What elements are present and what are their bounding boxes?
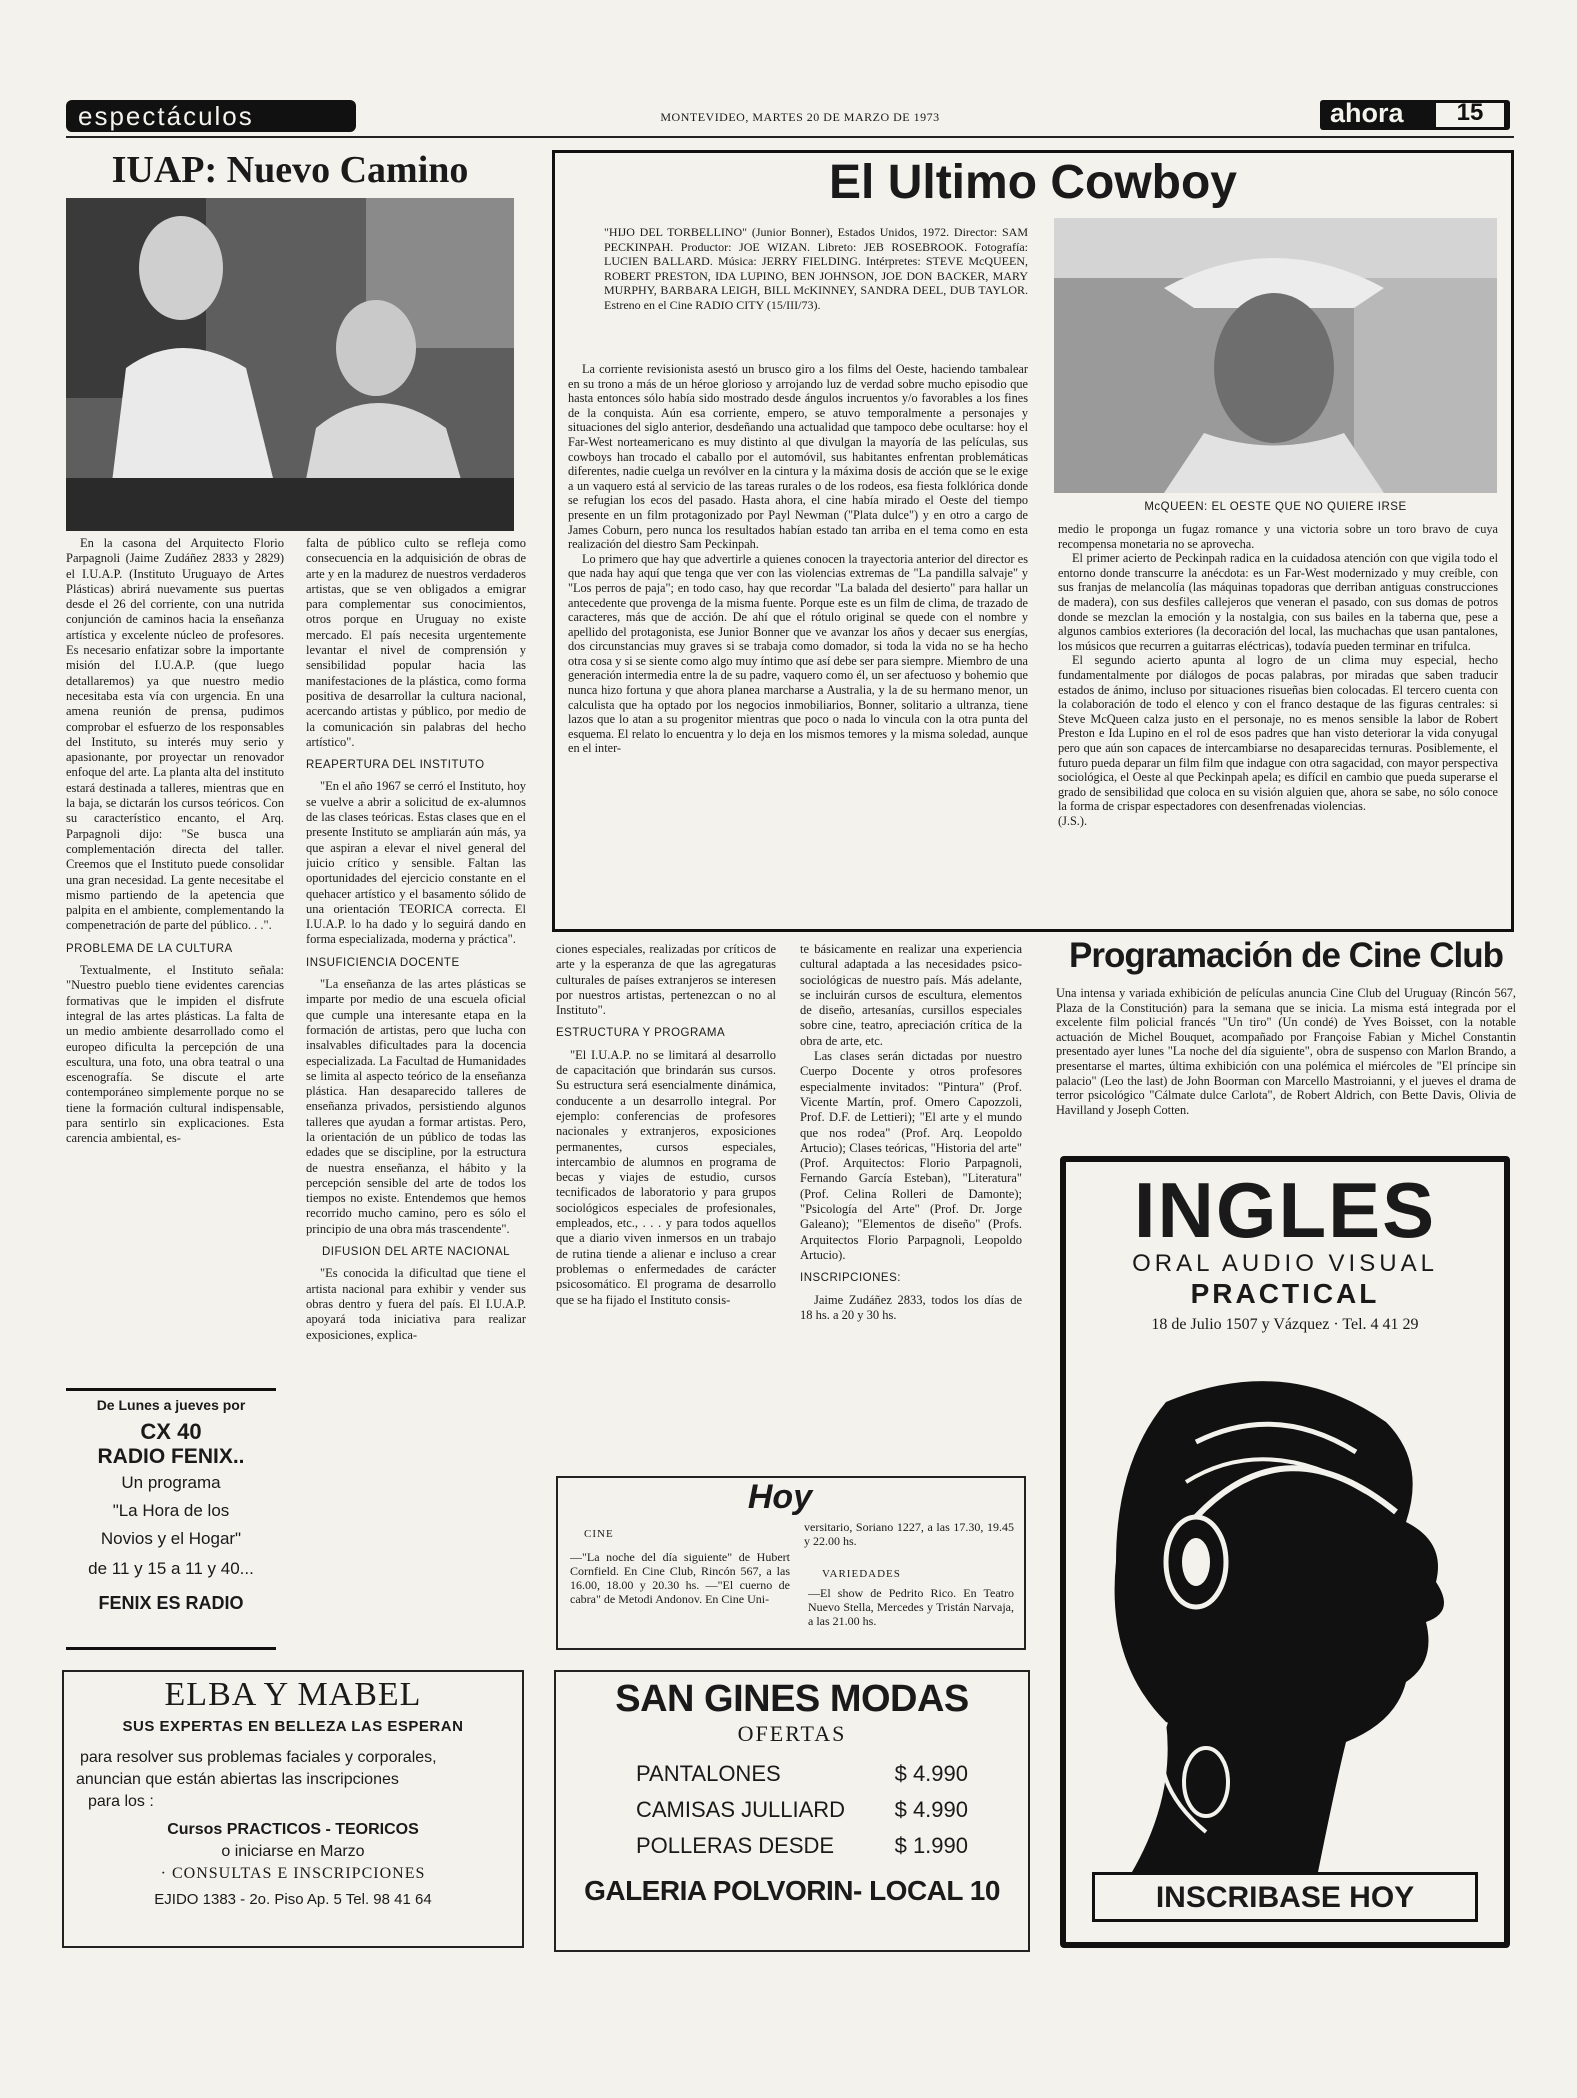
san-gines-title: SAN GINES MODAS bbox=[615, 1678, 969, 1720]
iuap-title: IUAP: Nuevo Camino bbox=[111, 149, 469, 191]
iuap-paragraph: Las clases serán dictadas por nuestro Cuerpo Docente y otros profesores especialmente invitados: "Pintura" (Prof. Vicente Martín, prof. Omero Capozzoli, Prof. D.F. de Lettieri); "El arte y el mundo que nos rodea" (Prof. Arq. Leopoldo Artucio); Clases teóricas, "Historia del arte" (Prof. Arquitectos: Florio Parpagnoli, Fernando García Esteban), "Literatura" (Prof. Celina Rolleri de Damonte); "Psicología del Arte" (Prof. Dr. Jorge Galeano); "Elementos de diseño" (Profs. Arquitectos Florio Parpagnoli, Leopoldo Artucio). bbox=[800, 1049, 1022, 1262]
hoy-variedades-label: VARIEDADES bbox=[822, 1568, 901, 1580]
hoy-cine-label: CINE bbox=[584, 1528, 614, 1540]
san-gines-footer: GALERIA POLVORIN- LOCAL 10 bbox=[584, 1875, 1000, 1906]
fenix-line: FENIX ES RADIO bbox=[98, 1593, 244, 1613]
cineclub-title: Programación de Cine Club bbox=[1069, 936, 1503, 975]
san-gines-ofertas: OFERTAS bbox=[737, 1721, 847, 1746]
san-gines-ad bbox=[554, 1670, 1030, 1952]
ingles-address: 18 de Julio 1507 y Vázquez · Tel. 4 41 29 bbox=[1151, 1316, 1419, 1333]
iuap-paragraph: "El I.U.A.P. no se limitará al desarrollo de capacitación que brindarán sus cursos. Su estructura será esencialmente dinámica, conducente a un desarrollo integral. Por ejemplo: conferencias de profesores nacionales y extranjeros, exposiciones permanentes, cursos especiales, intercambio de alumnos en programa de becas y viajes de estudio, cursos tecnificados de laboratorio y para grupos sociológicos especiales de profesionales, empleados, etc., . . . y para todos aquellos que a diario viven inmersos en un trabajo de rutina tiende a alienar e incluso a crear problemas o enfermedades de carácter psicosomático. El programa de desarrollo que se ha fijado el Instituto consis- bbox=[556, 1047, 776, 1307]
hoy-left-text: —"La noche del día siguiente" de Hubert Cornfield. En Cine Club, Rincón 567, a las 16.00, 18.00 y 20.30 hs. —"El cuerno de cabra" de Metodi Andonov. En Cine Uni- bbox=[570, 1550, 790, 1606]
hoy-title: Hoy bbox=[747, 1478, 813, 1516]
iuap-subhead: PROBLEMA DE LA CULTURA bbox=[66, 942, 233, 955]
cowboy-credits: "HIJO DEL TORBELLINO" (Junior Bonner), Estados Unidos, 1972. Director: SAM PECKINPAH. Productor: JOE WIZAN. Libreto: JEB ROSEBROOK. Fotografía: LUCIEN BALLARD. Música: JERRY FIELDING. Intérpretes: STEVE McQUEEN, ROBERT PRESTON, IDA LUPINO, BEN JOHNSON, JOE DON BACKER, MARY MURPHY, BARBARA LEIGH, BILL McKINNEY, SANDRA DEEL, DUB TAYLOR. Estreno en el Cine RADIO CITY (15/III/73). bbox=[604, 225, 1028, 312]
iuap-paragraph: Textualmente, el Instituto señala: "Nuestro pueblo tiene evidentes carencias formativas que le impiden el disfrute integral de las artes plásticas. La falta de un medio ambiente desarrollado como el europeo dificulta la percepción de una escultura, una foto, una obra teatral o una escenografía. Se discute el arte contemporáneo simplemente porque no se tiene la formación cultural indispensable, para sentirlo sin explicaciones. Esta carencia ambiental, es- bbox=[66, 963, 284, 1146]
offer-price: $ 4.990 bbox=[894, 1761, 968, 1786]
cowboy-title: El Ultimo Cowboy bbox=[829, 156, 1237, 209]
iuap-subhead: DIFUSION DEL ARTE NACIONAL bbox=[321, 1246, 511, 1259]
iuap-column-3 bbox=[556, 942, 776, 1452]
cowboy-paragraph: El primer acierto de Peckinpah radica en la cuidadosa atención con que vigila todo el entorno donde transcurre la anécdota: es un Far-West modernizado y muy creíble, con sus franjas de melancolía (las máquinas topadoras que derriban antiguas construcciones de madera), con sus desfiles callejeros que veneran el pasado, con sus domas de potros donde se mezclan la emoción y la nostalgia, con sus bailes en la taberna que, pese a algunos cambios exteriores (la decoración del local, las muchachas que usan pantalones, los músicos que recurren a guitarras eléctricas), todavía pueden terminar en trifulca. bbox=[1058, 551, 1498, 653]
masthead-brand bbox=[1320, 100, 1510, 130]
headphones-illustration bbox=[1066, 1362, 1504, 1882]
fenix-line: Novios y el Hogar" bbox=[100, 1529, 242, 1548]
iuap-subhead: ESTRUCTURA Y PROGRAMA bbox=[556, 1027, 726, 1040]
cowboy-signature: (J.S.). bbox=[1058, 813, 1088, 828]
offer-price: $ 4.990 bbox=[894, 1797, 968, 1822]
offer-name: POLLERAS DESDE bbox=[636, 1833, 835, 1858]
elba-line: · CONSULTAS E INSCRIPCIONES bbox=[160, 1865, 426, 1882]
enroll-cta: INSCRIBASE HOY bbox=[1155, 1881, 1415, 1914]
iuap-paragraph: ciones especiales, realizadas por críticos de arte y la esperanza de que las agregaturas culturales de países extranjeros se interesen por nuestros artistas, pertenezcan o no al Instituto". bbox=[556, 942, 776, 1018]
offer-row bbox=[556, 1833, 1028, 1859]
iuap-paragraph: "En el año 1967 se cerró el Instituto, hoy se vuelve a abrir a solicitud de ex-alumnos de las clases teóricas. Estas clases que en el presente Instituto se ampliarán aún más, ya que aspiran a elevar el nivel general del juicio crítico y sensible. Faltan las oportunidades del ejercicio constante en el quehacer artístico y el basamento sólido de una orientación TEORICA correcta. El I.U.A.P. lo ha dado y lo seguirá dando en forma especializada, moderna y práctica". bbox=[306, 779, 526, 947]
elba-subtitle: SUS EXPERTAS EN BELLEZA LAS ESPERAN bbox=[122, 1718, 464, 1735]
iuap-column-4 bbox=[800, 942, 1022, 1452]
cowboy-paragraph: La corriente revisionista asestó un brusco giro a los films del Oeste, haciendo tambalear en su trono a más de un héroe glorioso y arrojando luz de verdad sobre mucho episodio que hasta entonces sólo había sido mostrado desde ángulos incruentos y/o favorables a los fines de la conquista. Aún esa corriente, empero, se atuvo temporalmente a personajes y situaciones del siglo anterior, desdeñando una actualidad que tampoco debe ocultarse: hoy el Far-West norteamericano es muy distinto al que divulgan la mayoría de las películas, sus cowboys han trocado el caballo por el automóvil, sus habitantes enfrentan problemáticas diferentes, nadie cuelga un revólver en la cintura y la máxima dosis de acción que se le exige a un vaquero está al servicio de las tareas rurales o de los rodeos, esa fiesta folklórica donde se refugian los ecos del pasado. Hasta ahora, el cine había mirado el Oeste del tiempo presente en un film protagonizado por Payl Newman ("Plata dulce") y en otro a cargo de James Coburn, pero nunca los resultados habían estado tan arriba en el tema como en esta realización del diestro Sam Peckinpah. bbox=[568, 362, 1028, 552]
iuap-paragraph: falta de público culto se refleja como consecuencia en la adquisición de obras de arte y en la madurez de nuestros verdaderos artistas, que se ven obligados a emigrar para complementar sus conocimientos, otros porque en Uruguay no existe mercado. El país necesita urgentemente levantar el nivel de comprensión y sensibilidad popular hacia las manifestaciones de la plástica, como forma positiva de desarrollar la cultura nacional, acercando artistas y público, por medio de la comunicación sin palabras del hecho artístico". bbox=[306, 536, 526, 749]
ingles-ad bbox=[1060, 1156, 1510, 1948]
iuap-paragraph: Jaime Zudáñez 2833, todos los días de 18 hs. a 20 y 30 hs. bbox=[800, 1292, 1022, 1322]
enroll-cta-box bbox=[1092, 1872, 1478, 1922]
page-number: 15 bbox=[1456, 99, 1484, 126]
section-tag bbox=[66, 100, 356, 132]
iuap-column-2 bbox=[306, 536, 526, 1676]
hoy-right-text-2: —El show de Pedrito Rico. En Teatro Nuevo Stella, Mercedes y Tristán Narvaja, a las 21.00 hs. bbox=[808, 1586, 1014, 1628]
offer-row bbox=[556, 1797, 1028, 1823]
iuap-photo bbox=[66, 198, 514, 531]
cineclub-text: Una intensa y variada exhibición de películas anuncia Cine Club del Uruguay (Rincón 567, Plaza de la Constitución) para la semana que se inicia. La misma está integrada por el excelente film policial francés "Un tiro" (Un condé) de Yves Boisset, con la notable actuación de Michel Bouquet, acompañado por Françoise Fabian y Michel Constantin presentado ayer lunes "La noche del día siguiente", obra de suspenso con Marlon Brando, a presentarse el martes, última exhibición con una polémica el miércoles de "El príncipe sin palacio" (Leo the last) de John Boorman con Marcello Mastroianni, y el jueves el drama de terror psicológico "Cálmate dulce Carlota", de Robert Aldrich, con Bette Davis, Olivia de Havilland y Joseph Cotten. bbox=[1056, 986, 1516, 1117]
header-rule bbox=[66, 136, 1514, 138]
elba-courses: Cursos PRACTICOS - TEORICOS bbox=[167, 1821, 419, 1838]
dateline: MONTEVIDEO, MARTES 20 DE MARZO DE 1973 bbox=[660, 110, 940, 124]
fenix-line: de 11 y 15 a 11 y 40... bbox=[88, 1559, 254, 1578]
ingles-subtitle: ORAL AUDIO VISUAL bbox=[1132, 1250, 1438, 1277]
iuap-column-1 bbox=[66, 536, 284, 1481]
iuap-paragraph: "La enseñanza de las artes plásticas se imparte por medio de una escuela oficial que cumple una interesante etapa en la formación de artistas, pero que lucha con insalvables dificultades para la docencia especializada. La Facultad de Humanidades se limita al aspecto teórico de la enseñanza plástica. Han desaparecido talleres de enseñanza privados, persistiendo algunos talleres que ayudan a formar artistas. Pero, la orientación de un público de todas las edades que se discipline, por la estructura de nuestra enseñanza, el hábito y la percepción sensible del arte de todos los tiempos no existe. Entendemos que hemos recorrido mucho camino, pero es sólo el principio de una obra más trascendente". bbox=[306, 977, 526, 1236]
offer-price: $ 1.990 bbox=[894, 1833, 968, 1858]
elba-mabel-ad bbox=[62, 1670, 524, 1948]
offer-row bbox=[556, 1761, 1028, 1787]
elba-line: o iniciarse en Marzo bbox=[221, 1843, 365, 1860]
cowboy-paragraph: medio le proponga un fugaz romance y una victoria sobre un toro bravo de cuya recompensa monetaria no se aprovecha. bbox=[1058, 522, 1498, 551]
iuap-subhead: INSCRIPCIONES: bbox=[800, 1272, 901, 1285]
hoy-right-text-1: versitario, Soriano 1227, a las 17.30, 19.45 y 22.00 hs. bbox=[804, 1520, 1014, 1548]
iuap-paragraph: En la casona del Arquitecto Florio Parpagnoli (Jaime Zudáñez 2833 y 2829) el I.U.A.P. (Instituto Uruguayo de Artes Plásticas) abrirá nuevamente sus puertas desde el 26 del corriente, con una nutrida conjunción de caminos hacia la enseñanza artística y excelente núcleo de profesores. Es necesario enfatizar sobre la importante misión del I.U.A.P. (que luego detallaremos) ya que nuestro medio necesitaba esta vía con urgencia. En una amena reunión de prensa, pudimos comprobar el esfuerzo de los responsables del Instituto, su interés muy serio y apasionante, por proyectar un renovador enfoque del arte. La planta alta del instituto estará destinada a talleres, mientras que en la baja, se dictarán los cursos teóricos. Con su característico encanto, el Arq. Parpagnoli dijo: "Se busca una complementación directa del taller. Creemos que el Instituto puede consolidar una gran necesidad. La gente necesitabe el mismo partiendo de la apetencia que palpita en el ambiente, complementando la compenetración de parte del público. . .". bbox=[66, 536, 284, 933]
fenix-line: CX 40 bbox=[140, 1419, 202, 1444]
fenix-line: Un programa bbox=[121, 1473, 221, 1492]
fenix-line: RADIO FENIX.. bbox=[97, 1445, 245, 1468]
cowboy-body-left bbox=[568, 362, 1028, 924]
elba-title: ELBA Y MABEL bbox=[164, 1676, 422, 1713]
cowboy-paragraph: El segundo acierto apunta al logro de un clima muy especial, hecho fundamentalmente por diálogos de pocas palabras, por miradas que saben traducir estados de ánimo, incluso por situaciones risueñas bien colocadas. El tercero cuenta con la colaboración de todo el elenco y con el franco destaque de las figuras centrales: si Steve McQueen calza justo en el personaje, no es menos sensible la labor de Robert Preston e Ida Lupino en el rol de esos padres que han visto deteriorar la vida conyugal pero que aún son capaces de intercambiarse no desaparecidas ternuras. Posiblemente, el futuro pueda deparar un film film que indague con otra sagacidad, con mayor perspectiva sociológica, el Oeste al que Peckinpah apela; es difícil en cambio que pueda superarse el grado de sensibilidad que coloca en su visión alguien que, ahora se sabe, no sólo conoce la forma de crispar espectadores con desenfrenadas violencias. bbox=[1058, 653, 1498, 814]
cowboy-paragraph: Lo primero que hay que advertirle a quienes conocen la trayectoria anterior del director es que nada hay aquí que tenga que ver con las violencias extremas de "La pandilla salvaje" y "Los perros de paja"; en todo caso, hay que recordar "La balada del desierto" para hallar un antecedente que provenga de la misma fuente. Porque este es un film de clima, de trazado de caracteres, más que de acción. De ahí que el rótulo original se quede con el nombre y apellido del protagonista, ese Junior Bonner que ve avanzar los años y decaer sus energías, dos circunstancias muy graves si se trabaja como domador, si toda la vida no se ha hecho otra cosa y si se siente como algo muy íntimo que así debe ser para siempre. Miembro de una generación intermedia entre la de su padre, vaquero como él, un ser afectuoso y bohemio que nunca hizo fortuna y que ahora planea marcharse a Australia, y la de su hermano menor, un calculista que ha optado por los negocios inmobiliarios, Bonner, solitario a ultranza, tiene lazos que lo atan a su progenitor mientras que poco o nada lo vincula con la otra punta del esquema. El relato lo encuentra y lo deja en los mismos temores y la misma soledad, aunque en el inter- bbox=[568, 551, 1028, 756]
cowboy-body-right bbox=[1058, 522, 1498, 926]
mcqueen-photo bbox=[1054, 218, 1497, 493]
iuap-paragraph: te básicamente en realizar una experiencia cultural adaptada a las necesidades psico-sociológicas de nuestro país. Más adelante, se incluirán cursos de escultura, elementos de diseño, artesanías, cursillos especiales sobre cine, teatro, apreciación crítica de la obra de arte, etc. bbox=[800, 942, 1022, 1048]
ingles-title: INGLES bbox=[1133, 1166, 1437, 1254]
offer-name: PANTALONES bbox=[636, 1761, 781, 1786]
iuap-subhead: REAPERTURA DEL INSTITUTO bbox=[306, 759, 485, 772]
offer-name: CAMISAS JULLIARD bbox=[636, 1797, 846, 1822]
mcqueen-caption: McQUEEN: EL OESTE QUE NO QUIERE IRSE bbox=[1144, 501, 1407, 513]
elba-address: EJIDO 1383 - 2o. Piso Ap. 5 Tel. 98 41 64 bbox=[154, 1891, 432, 1908]
fenix-line: De Lunes a jueves por bbox=[96, 1397, 246, 1413]
elba-line: anuncian que están abiertas las inscripciones bbox=[76, 1771, 399, 1788]
elba-line: para resolver sus problemas faciales y corporales, bbox=[80, 1749, 437, 1766]
brand-name: ahora bbox=[1330, 98, 1404, 128]
section-tag-text: espectáculos bbox=[78, 101, 254, 131]
iuap-subhead: INSUFICIENCIA DOCENTE bbox=[306, 956, 460, 969]
radio-fenix-ad bbox=[66, 1388, 276, 1650]
fenix-line: "La Hora de los bbox=[112, 1501, 230, 1520]
elba-line: para los : bbox=[88, 1793, 154, 1810]
ingles-subtitle-2: PRACTICAL bbox=[1190, 1278, 1380, 1309]
iuap-paragraph: "Es conocida la dificultad que tiene el artista nacional para exhibir y vender sus obras dentro y fuera del país. El I.U.A.P. apoyará toda iniciativa para realizar exposiciones, explica- bbox=[306, 1266, 526, 1342]
